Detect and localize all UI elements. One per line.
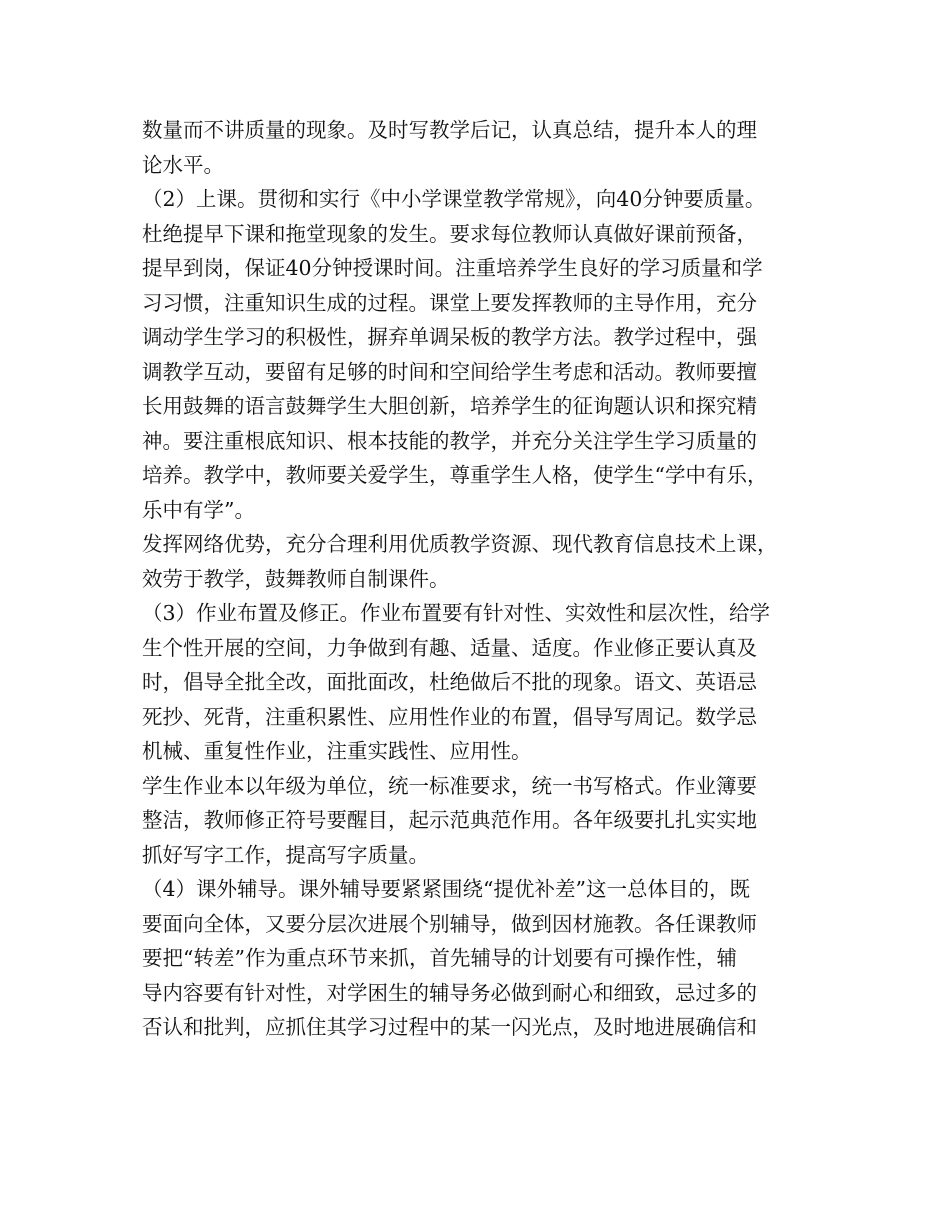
text-line: 习习惯，注重知识生成的过程。课堂上要发挥教师的主导作用，充分: [142, 290, 757, 315]
text-line: 杜绝提早下课和拖堂现象的发生。要求每位教师认真做好课前预备，: [142, 221, 757, 246]
document-body: [142, 113, 842, 1045]
text-line: 神。要注重根底知识、根本技能的教学，并充分关注学生学习质量的: [142, 428, 757, 453]
text-line: 时，倡导全批全改，面批面改，杜绝做后不批的现象。语文、英语忌: [142, 670, 757, 694]
text-line: 整洁，教师修正符号要醒目，起示范典范作用。各年级要扎扎实实地: [142, 808, 757, 832]
text-line: 长用鼓舞的语言鼓舞学生大胆创新，培养学生的征询题认识和探究精: [142, 394, 757, 418]
text-line: 导内容要有针对性，对学困生的辅导务必做到耐心和细致，忌过多的: [142, 980, 757, 1005]
text-line: 机械、重复性作业，注重实践性、应用性。: [142, 739, 532, 763]
text-line: 培养。教学中，教师要关爱学生，尊重学生人格，使学生“学中有乐，: [142, 463, 768, 487]
text-line: 乐中有学”。: [142, 497, 255, 522]
text-line: （2）上课。贯彻和实行《中小学课堂教学常规》，向40分钟要质量。: [142, 187, 766, 211]
text-line: 要把“转差”作为重点环节来抓，首先辅导的计划要有可操作性，辅: [142, 946, 737, 970]
text-line: 抓好写字工作，提高写字质量。: [142, 842, 429, 867]
text-line: 学生作业本以年级为单位，统一标准要求，统一书写格式。作业簿要: [142, 773, 757, 798]
text-line: 论水平。: [142, 152, 224, 177]
text-line: 调教学互动，要留有足够的时间和空间给学生考虑和活动。教师要擅: [142, 359, 757, 384]
text-line: 发挥网络优势，充分合理利用优质教学资源、现代教育信息技术上课，: [142, 532, 778, 556]
text-line: 要面向全体，又要分层次进展个别辅导，做到因材施教。各任课教师: [142, 911, 757, 936]
text-line: （3）作业布置及修正。作业布置要有针对性、实效性和层次性，给学: [142, 601, 771, 625]
text-line: 数量而不讲质量的现象。及时写教学后记，认真总结，提升本人的理: [142, 118, 757, 142]
text-line: 否认和批判，应抓住其学习过程中的某一闪光点，及时地进展确信和: [142, 1015, 757, 1039]
text-line: （4）课外辅导。课外辅导要紧紧围绕“提优补差”这一总体目的，既: [142, 877, 751, 901]
text-line: 调动学生学习的积极性，摒弃单调呆板的教学方法。教学过程中，强: [142, 325, 757, 349]
text-line: 死抄、死背，注重积累性、应用性作业的布置，倡导写周记。数学忌: [142, 704, 757, 729]
text-line: 提早到岗，保证40分钟授课时间。注重培养学生良好的学习质量和学: [142, 256, 763, 280]
text-line: 生个性开展的空间，力争做到有趣、适量、适度。作业修正要认真及: [142, 635, 757, 660]
text-line: 效劳于教学，鼓舞教师自制课件。: [142, 566, 450, 591]
